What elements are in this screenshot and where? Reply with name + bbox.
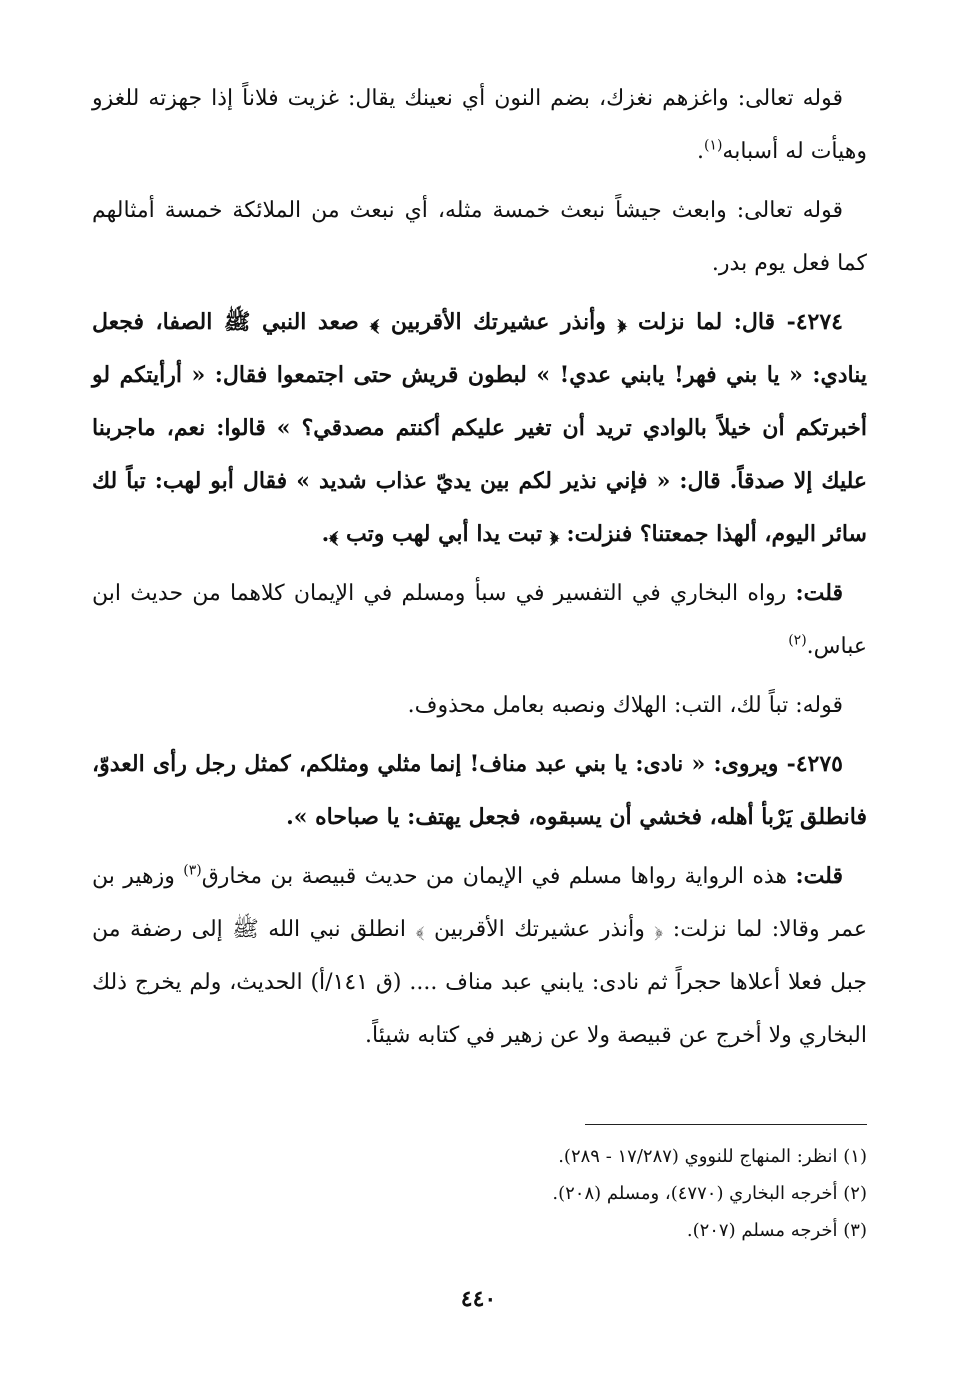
commentary-paragraph (92, 850, 867, 1062)
qultu-label: قلت: (795, 863, 843, 889)
commentary-paragraph (92, 679, 867, 732)
paragraph-text: قوله تعالى: واغزهم نغزك، بضم النون أي نعينك يقال: غزيت فلاناً إذا جهزته للغزو وهيأت له أسبابه (92, 86, 867, 164)
footnote-ref: (٣) (183, 862, 202, 879)
footnote-ref: (٢) (788, 632, 807, 649)
commentary-paragraph (92, 184, 867, 290)
footnote-2: (٢) أخرجه البخاري (٤٧٧٠)، ومسلم (٢٠٨). (552, 1183, 867, 1204)
footnote-1: (١) انظر: المنهاج للنووي (١٧/٢٨٧ - ٢٨٩). (558, 1146, 867, 1167)
main-text (92, 72, 867, 1068)
commentary-paragraph (92, 567, 867, 673)
paragraph-text: رواه البخاري في التفسير في سبأ ومسلم في الإيمان كلاهما من حديث ابن عباس. (92, 581, 867, 659)
paragraph-text: قوله تعالى: وابعث جيشاً نبعث خمسة مثله، أي نبعث من الملائكة خمسة أمثالهم كما فعل يوم بدر. (92, 198, 867, 276)
page-number: ٤٤٠ (460, 1286, 497, 1312)
hadith-paragraph (92, 296, 867, 561)
paragraph-text-continued: وزهير بن عمر وقالا: لما نزلت: ﴿ وأنذر عشيرتك الأقربين ﴾ انطلق نبي الله ﷺ إلى رضفة من جبل فعلا أعلاها حجراً ثم نادى: يابني عبد مناف .... (ق ١٤١/أ) الحديث، ولم يخرج ذلك البخاري ولا أخرج عن قبيصة ولا عن زهير في كتابه شيئاً. (92, 864, 867, 1048)
paragraph-text: قوله: تباً لك، التب: الهلاك ونصبه بعامل محذوف. (407, 693, 843, 718)
paragraph-tail: . (696, 139, 704, 164)
commentary-paragraph (92, 72, 867, 178)
footnote-divider (585, 1124, 867, 1125)
hadith-number: ٤٢٧٤- (786, 309, 843, 335)
footnote-ref: (١) (703, 137, 723, 154)
paragraph-text: هذه الرواية رواها مسلم في الإيمان من حديث قبيصة بن مخارق (201, 864, 788, 889)
hadith-text: ويروى: « نادى: يا بني عبد مناف! إنما مثلي ومثلكم، كمثل رجل رأى العدوّ، فانطلق يَرْبأ أهله، فخشي أن يسبقوه، فجعل يهتف: يا صباحاه ». (92, 751, 867, 830)
hadith-paragraph (92, 738, 867, 844)
hadith-text: قال: لما نزلت ﴿ وأنذر عشيرتك الأقربين ﴾ صعد النبي ﷺ الصفا، فجعل ينادي: « يا بني فهر! يابني عدي! » لبطون قريش حتى اجتمعوا فقال: « أرأيتكم لو أخبرتكم أن خيلاً بالوادي تريد أن تغير عليكم أكنتم مصدقي؟ » قالوا: نعم، ماجربنا عليك إلا صدقاً. قال: « فإني نذير لكم بين يديّ عذاب شديد » فقال أبو لهب: تباً لك سائر اليوم، ألهذا جمعتنا؟ فنزلت: ﴿ تبت يدا أبي لهب وتب ﴾. (92, 309, 867, 547)
footnote-3: (٣) أخرجه مسلم (٢٠٧). (686, 1220, 867, 1241)
hadith-number: ٤٢٧٥- (786, 751, 843, 777)
footnotes (92, 1138, 867, 1249)
qultu-label: قلت: (795, 580, 843, 606)
